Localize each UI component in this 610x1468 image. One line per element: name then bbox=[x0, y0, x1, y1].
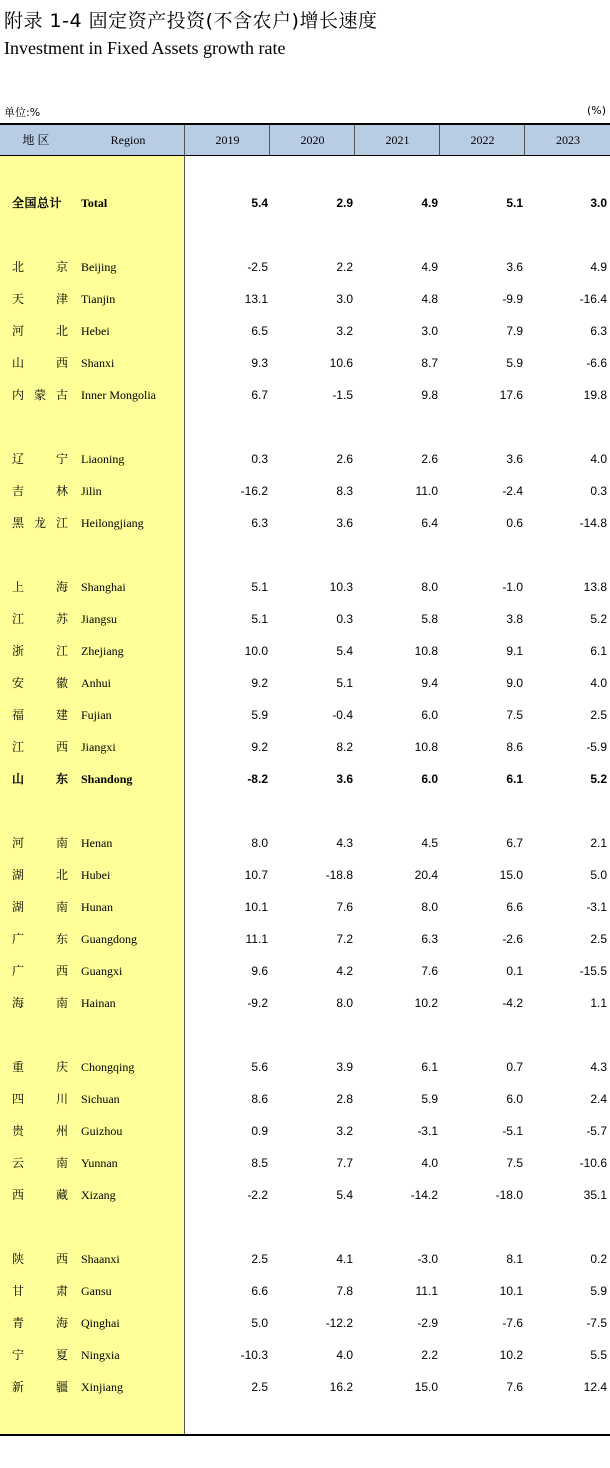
region-name-en: Shandong bbox=[81, 772, 133, 786]
value-cell-2019: 0.3 bbox=[251, 452, 268, 466]
table-row bbox=[0, 1153, 610, 1173]
value-cell-2020: 3.0 bbox=[336, 292, 353, 306]
value-cell-2019: 2.5 bbox=[251, 1380, 268, 1394]
value-cell-2023: 4.0 bbox=[590, 452, 607, 466]
value-cell-2021: 8.0 bbox=[421, 580, 438, 594]
value-cell-2023: 6.1 bbox=[590, 644, 607, 658]
table-row bbox=[0, 1345, 610, 1365]
region-name-en: Jiangsu bbox=[81, 612, 117, 626]
region-name-cn: 江西 bbox=[12, 740, 68, 754]
value-cell-2023: 13.8 bbox=[583, 580, 607, 594]
header-year-2023: 2023 bbox=[524, 125, 610, 155]
value-cell-2020: -12.2 bbox=[325, 1316, 353, 1330]
value-cell-2019: 10.7 bbox=[244, 868, 268, 882]
value-cell-2019: 10.0 bbox=[244, 644, 268, 658]
value-cell-2023: 1.1 bbox=[590, 996, 607, 1010]
value-cell-2019: 5.1 bbox=[251, 612, 268, 626]
value-cell-2020: 5.4 bbox=[336, 1188, 353, 1202]
region-name-cn: 山西 bbox=[12, 356, 68, 370]
table-row bbox=[0, 1121, 610, 1141]
value-cell-2019: 5.4 bbox=[251, 196, 268, 210]
region-name-cn: 贵州 bbox=[12, 1124, 68, 1138]
region-name-cn: 西藏 bbox=[12, 1188, 68, 1202]
region-name-en: Fujian bbox=[81, 708, 112, 722]
table-row bbox=[0, 641, 610, 661]
value-cell-2022: 6.1 bbox=[506, 772, 523, 786]
table-row bbox=[0, 673, 610, 693]
value-cell-2022: 9.1 bbox=[506, 644, 523, 658]
value-cell-2023: 35.1 bbox=[583, 1188, 607, 1202]
value-cell-2021: 11.0 bbox=[415, 484, 438, 498]
header-year-2020: 2020 bbox=[269, 125, 355, 155]
value-cell-2023: 5.2 bbox=[590, 612, 607, 626]
value-cell-2020: 7.2 bbox=[336, 932, 353, 946]
region-name-cn: 重庆 bbox=[12, 1060, 68, 1074]
page-title-en: Investment in Fixed Assets growth rate bbox=[4, 38, 286, 58]
value-cell-2022: -2.4 bbox=[502, 484, 523, 498]
region-name-cn: 广西 bbox=[12, 964, 68, 978]
table-row bbox=[0, 1185, 610, 1205]
value-cell-2021: 3.0 bbox=[421, 324, 438, 338]
value-cell-2019: 10.1 bbox=[244, 900, 268, 914]
value-cell-2023: -14.8 bbox=[579, 516, 607, 530]
value-cell-2023: -3.1 bbox=[586, 900, 607, 914]
value-cell-2021: 2.6 bbox=[421, 452, 438, 466]
region-name-en: Xinjiang bbox=[81, 1380, 123, 1394]
table-row bbox=[0, 481, 610, 501]
value-cell-2023: 5.2 bbox=[590, 772, 607, 786]
value-cell-2021: -2.9 bbox=[417, 1316, 438, 1330]
value-cell-2020: 16.2 bbox=[329, 1380, 353, 1394]
region-name-en: Anhui bbox=[81, 676, 111, 690]
region-name-en: Tianjin bbox=[81, 292, 116, 306]
value-cell-2022: 6.0 bbox=[506, 1092, 523, 1106]
region-name-cn: 河南 bbox=[12, 836, 68, 850]
value-cell-2020: 2.8 bbox=[336, 1092, 353, 1106]
table-row bbox=[0, 1313, 610, 1333]
value-cell-2022: 7.5 bbox=[506, 1156, 523, 1170]
value-cell-2022: -18.0 bbox=[495, 1188, 523, 1202]
value-cell-2021: 10.8 bbox=[414, 740, 438, 754]
value-cell-2021: 10.2 bbox=[414, 996, 438, 1010]
value-cell-2019: 0.9 bbox=[251, 1124, 268, 1138]
value-cell-2021: 4.9 bbox=[421, 260, 438, 274]
region-name-cn: 福建 bbox=[12, 708, 68, 722]
value-cell-2023: 6.3 bbox=[590, 324, 607, 338]
value-cell-2020: -1.5 bbox=[332, 388, 353, 402]
value-cell-2020: 8.2 bbox=[336, 740, 353, 754]
value-cell-2019: 6.3 bbox=[251, 516, 268, 530]
value-cell-2019: 8.0 bbox=[251, 836, 268, 850]
region-name-cn: 内蒙古 bbox=[12, 388, 68, 402]
value-cell-2020: 2.2 bbox=[336, 260, 353, 274]
value-cell-2019: -2.5 bbox=[247, 260, 268, 274]
region-name-en: Guizhou bbox=[81, 1124, 123, 1138]
table-row bbox=[0, 1281, 610, 1301]
region-name-en: Shanxi bbox=[81, 356, 115, 370]
page-title-cn: 附录 1-4 固定资产投资(不含农户)增长速度 bbox=[4, 10, 378, 32]
region-name-en: Yunnan bbox=[81, 1156, 118, 1170]
region-name-cn: 山东 bbox=[12, 772, 68, 786]
value-cell-2020: 3.6 bbox=[336, 772, 353, 786]
value-cell-2020: -18.8 bbox=[325, 868, 353, 882]
value-cell-2023: -15.5 bbox=[579, 964, 607, 978]
region-name-en: Hainan bbox=[81, 996, 116, 1010]
value-cell-2020: 2.9 bbox=[336, 196, 353, 210]
region-name-cn: 安徽 bbox=[12, 676, 68, 690]
value-cell-2019: -16.2 bbox=[240, 484, 268, 498]
value-cell-2021: 4.0 bbox=[421, 1156, 438, 1170]
region-name-en: Total bbox=[81, 196, 108, 210]
table-row bbox=[0, 897, 610, 917]
value-cell-2022: 3.8 bbox=[506, 612, 523, 626]
value-cell-2022: -7.6 bbox=[502, 1316, 523, 1330]
region-name-en: Jilin bbox=[81, 484, 102, 498]
value-cell-2019: 8.6 bbox=[251, 1092, 268, 1106]
region-name-cn: 北京 bbox=[12, 260, 68, 274]
table-row bbox=[0, 865, 610, 885]
value-cell-2021: -3.1 bbox=[417, 1124, 438, 1138]
value-cell-2022: 7.5 bbox=[506, 708, 523, 722]
region-name-cn: 新疆 bbox=[12, 1380, 68, 1394]
value-cell-2019: 5.9 bbox=[251, 708, 268, 722]
value-cell-2022: 6.7 bbox=[506, 836, 523, 850]
value-cell-2021: 9.8 bbox=[421, 388, 438, 402]
value-cell-2019: 9.6 bbox=[251, 964, 268, 978]
value-cell-2023: 5.9 bbox=[590, 1284, 607, 1298]
value-cell-2019: -2.2 bbox=[247, 1188, 268, 1202]
unit-label: 单位:% bbox=[4, 106, 41, 119]
value-cell-2021: 11.1 bbox=[415, 1284, 438, 1298]
table-row bbox=[0, 257, 610, 277]
region-name-cn: 湖南 bbox=[12, 900, 68, 914]
table-row bbox=[0, 193, 610, 213]
region-name-en: Zhejiang bbox=[81, 644, 124, 658]
value-cell-2021: 4.5 bbox=[421, 836, 438, 850]
region-column-background bbox=[0, 156, 185, 1434]
value-cell-2023: 12.4 bbox=[583, 1380, 607, 1394]
value-cell-2020: 7.7 bbox=[336, 1156, 353, 1170]
value-cell-2023: 0.2 bbox=[590, 1252, 607, 1266]
value-cell-2021: 6.4 bbox=[421, 516, 438, 530]
value-cell-2021: -3.0 bbox=[417, 1252, 438, 1266]
table-row bbox=[0, 1089, 610, 1109]
value-cell-2019: 9.2 bbox=[251, 740, 268, 754]
value-cell-2023: -10.6 bbox=[579, 1156, 607, 1170]
region-name-en: Inner Mongolia bbox=[81, 388, 156, 402]
region-name-en: Qinghai bbox=[81, 1316, 120, 1330]
value-cell-2021: 20.4 bbox=[414, 868, 438, 882]
value-cell-2021: 15.0 bbox=[414, 1380, 438, 1394]
value-cell-2020: 4.0 bbox=[336, 1348, 353, 1362]
table-row bbox=[0, 609, 610, 629]
value-cell-2020: 2.6 bbox=[336, 452, 353, 466]
value-cell-2019: 5.6 bbox=[251, 1060, 268, 1074]
table-row bbox=[0, 929, 610, 949]
value-cell-2021: 10.8 bbox=[414, 644, 438, 658]
value-cell-2023: 19.8 bbox=[583, 388, 607, 402]
value-cell-2019: 13.1 bbox=[244, 292, 268, 306]
table-bottom-rule bbox=[0, 1434, 610, 1436]
region-name-en: Shaanxi bbox=[81, 1252, 120, 1266]
region-name-cn: 上海 bbox=[12, 580, 68, 594]
region-name-cn: 河北 bbox=[12, 324, 68, 338]
region-name-cn: 辽宁 bbox=[12, 452, 68, 466]
value-cell-2020: 3.2 bbox=[336, 324, 353, 338]
value-cell-2023: -6.6 bbox=[586, 356, 607, 370]
value-cell-2021: 6.1 bbox=[421, 1060, 438, 1074]
value-cell-2022: 0.7 bbox=[506, 1060, 523, 1074]
table-row bbox=[0, 1377, 610, 1397]
value-cell-2023: 2.4 bbox=[590, 1092, 607, 1106]
table-row bbox=[0, 1057, 610, 1077]
value-cell-2020: 8.0 bbox=[336, 996, 353, 1010]
region-name-en: Henan bbox=[81, 836, 113, 850]
value-cell-2020: 5.1 bbox=[336, 676, 353, 690]
table-row bbox=[0, 993, 610, 1013]
value-cell-2020: 4.1 bbox=[336, 1252, 353, 1266]
value-cell-2020: 10.6 bbox=[329, 356, 353, 370]
value-cell-2019: 5.1 bbox=[251, 580, 268, 594]
value-cell-2020: 3.2 bbox=[336, 1124, 353, 1138]
value-cell-2019: 5.0 bbox=[251, 1316, 268, 1330]
header-year-2019: 2019 bbox=[184, 125, 270, 155]
region-name-en: Guangxi bbox=[81, 964, 123, 978]
value-cell-2022: 3.6 bbox=[506, 452, 523, 466]
value-cell-2019: 6.6 bbox=[251, 1284, 268, 1298]
table-row bbox=[0, 705, 610, 725]
table-row bbox=[0, 577, 610, 597]
region-name-en: Gansu bbox=[81, 1284, 112, 1298]
value-cell-2019: 8.5 bbox=[251, 1156, 268, 1170]
header-region-en: Region bbox=[110, 133, 146, 147]
value-cell-2023: -16.4 bbox=[579, 292, 607, 306]
value-cell-2021: 8.7 bbox=[421, 356, 438, 370]
header-region-cn: 地 区 bbox=[22, 133, 50, 147]
value-cell-2021: -14.2 bbox=[410, 1188, 438, 1202]
value-cell-2019: 9.2 bbox=[251, 676, 268, 690]
value-cell-2021: 4.9 bbox=[421, 196, 438, 210]
region-name-en: Ningxia bbox=[81, 1348, 120, 1362]
value-cell-2020: 4.3 bbox=[336, 836, 353, 850]
value-cell-2022: 17.6 bbox=[499, 388, 523, 402]
value-cell-2022: 0.6 bbox=[506, 516, 523, 530]
value-cell-2020: 0.3 bbox=[336, 612, 353, 626]
region-name-cn: 浙江 bbox=[12, 644, 68, 658]
region-name-en: Beijing bbox=[81, 260, 117, 274]
value-cell-2022: 6.6 bbox=[506, 900, 523, 914]
region-name-en: Hubei bbox=[81, 868, 111, 882]
value-cell-2023: -5.7 bbox=[586, 1124, 607, 1138]
value-cell-2020: -0.4 bbox=[332, 708, 353, 722]
region-name-cn: 四川 bbox=[12, 1092, 68, 1106]
value-cell-2022: 15.0 bbox=[499, 868, 523, 882]
region-name-en: Xizang bbox=[81, 1188, 116, 1202]
value-cell-2022: 8.6 bbox=[506, 740, 523, 754]
value-cell-2019: 6.5 bbox=[251, 324, 268, 338]
header-year-2022: 2022 bbox=[439, 125, 525, 155]
unit-label-percent: (%) bbox=[586, 104, 606, 117]
table-row bbox=[0, 353, 610, 373]
value-cell-2021: 8.0 bbox=[421, 900, 438, 914]
value-cell-2021: 5.9 bbox=[421, 1092, 438, 1106]
region-name-cn: 江苏 bbox=[12, 612, 68, 626]
region-name-cn: 天津 bbox=[12, 292, 68, 306]
region-name-cn: 海南 bbox=[12, 996, 68, 1010]
region-name-en: Hunan bbox=[81, 900, 113, 914]
table-row bbox=[0, 321, 610, 341]
value-cell-2021: 6.0 bbox=[421, 772, 438, 786]
value-cell-2021: 6.3 bbox=[421, 932, 438, 946]
region-name-en: Sichuan bbox=[81, 1092, 120, 1106]
value-cell-2019: -9.2 bbox=[247, 996, 268, 1010]
value-cell-2022: 0.1 bbox=[506, 964, 523, 978]
value-cell-2020: 8.3 bbox=[336, 484, 353, 498]
region-name-cn: 黑龙江 bbox=[12, 516, 68, 530]
value-cell-2023: -5.9 bbox=[586, 740, 607, 754]
value-cell-2019: 2.5 bbox=[251, 1252, 268, 1266]
value-cell-2022: 10.2 bbox=[499, 1348, 523, 1362]
value-cell-2022: -9.9 bbox=[502, 292, 523, 306]
value-cell-2020: 10.3 bbox=[329, 580, 353, 594]
value-cell-2019: 9.3 bbox=[251, 356, 268, 370]
region-name-cn: 陕西 bbox=[12, 1252, 68, 1266]
value-cell-2023: 4.9 bbox=[590, 260, 607, 274]
value-cell-2022: 10.1 bbox=[499, 1284, 523, 1298]
table-row bbox=[0, 769, 610, 789]
value-cell-2023: 0.3 bbox=[590, 484, 607, 498]
table-row bbox=[0, 289, 610, 309]
table-row bbox=[0, 449, 610, 469]
value-cell-2020: 4.2 bbox=[336, 964, 353, 978]
value-cell-2023: 4.0 bbox=[590, 676, 607, 690]
region-name-en: Shanghai bbox=[81, 580, 126, 594]
value-cell-2022: 3.6 bbox=[506, 260, 523, 274]
value-cell-2021: 2.2 bbox=[421, 1348, 438, 1362]
table-row bbox=[0, 513, 610, 533]
region-name-cn: 宁夏 bbox=[12, 1348, 68, 1362]
region-name-en: Chongqing bbox=[81, 1060, 135, 1074]
value-cell-2023: 2.5 bbox=[590, 708, 607, 722]
value-cell-2021: 9.4 bbox=[421, 676, 438, 690]
region-name-en: Hebei bbox=[81, 324, 110, 338]
region-name-cn: 甘肃 bbox=[12, 1284, 68, 1298]
value-cell-2022: 5.1 bbox=[506, 196, 523, 210]
value-cell-2020: 3.6 bbox=[336, 516, 353, 530]
region-name-en: Liaoning bbox=[81, 452, 125, 466]
table-header bbox=[0, 125, 610, 156]
table-row bbox=[0, 833, 610, 853]
value-cell-2021: 5.8 bbox=[421, 612, 438, 626]
value-cell-2023: 5.5 bbox=[590, 1348, 607, 1362]
value-cell-2023: 3.0 bbox=[590, 196, 607, 210]
table-row bbox=[0, 1249, 610, 1269]
value-cell-2022: 5.9 bbox=[506, 356, 523, 370]
value-cell-2022: 7.6 bbox=[506, 1380, 523, 1394]
region-name-cn: 湖北 bbox=[12, 868, 68, 882]
region-name-cn: 云南 bbox=[12, 1156, 68, 1170]
table-row bbox=[0, 385, 610, 405]
value-cell-2022: -4.2 bbox=[502, 996, 523, 1010]
table-row bbox=[0, 737, 610, 757]
region-name-en: Heilongjiang bbox=[81, 516, 144, 530]
value-cell-2022: 7.9 bbox=[506, 324, 523, 338]
value-cell-2020: 7.6 bbox=[336, 900, 353, 914]
value-cell-2020: 5.4 bbox=[336, 644, 353, 658]
region-name-cn: 吉林 bbox=[12, 484, 68, 498]
value-cell-2023: 2.1 bbox=[590, 836, 607, 850]
value-cell-2022: -1.0 bbox=[502, 580, 523, 594]
value-cell-2021: 6.0 bbox=[421, 708, 438, 722]
region-name-cn: 广东 bbox=[12, 932, 68, 946]
value-cell-2022: -5.1 bbox=[502, 1124, 523, 1138]
table-row bbox=[0, 961, 610, 981]
region-name-en: Guangdong bbox=[81, 932, 137, 946]
value-cell-2019: -8.2 bbox=[247, 772, 268, 786]
region-name-cn: 青海 bbox=[12, 1316, 68, 1330]
value-cell-2019: 11.1 bbox=[245, 932, 268, 946]
region-name-en: Jiangxi bbox=[81, 740, 116, 754]
value-cell-2023: 2.5 bbox=[590, 932, 607, 946]
region-name-cn: 全国总计 bbox=[12, 196, 63, 210]
value-cell-2020: 7.8 bbox=[336, 1284, 353, 1298]
header-year-2021: 2021 bbox=[354, 125, 440, 155]
value-cell-2022: 9.0 bbox=[506, 676, 523, 690]
value-cell-2023: 4.3 bbox=[590, 1060, 607, 1074]
value-cell-2022: -2.6 bbox=[502, 932, 523, 946]
value-cell-2022: 8.1 bbox=[506, 1252, 523, 1266]
value-cell-2021: 7.6 bbox=[421, 964, 438, 978]
value-cell-2021: 4.8 bbox=[421, 292, 438, 306]
value-cell-2019: 6.7 bbox=[251, 388, 268, 402]
value-cell-2019: -10.3 bbox=[240, 1348, 268, 1362]
value-cell-2023: -7.5 bbox=[586, 1316, 607, 1330]
value-cell-2020: 3.9 bbox=[336, 1060, 353, 1074]
value-cell-2023: 5.0 bbox=[590, 868, 607, 882]
